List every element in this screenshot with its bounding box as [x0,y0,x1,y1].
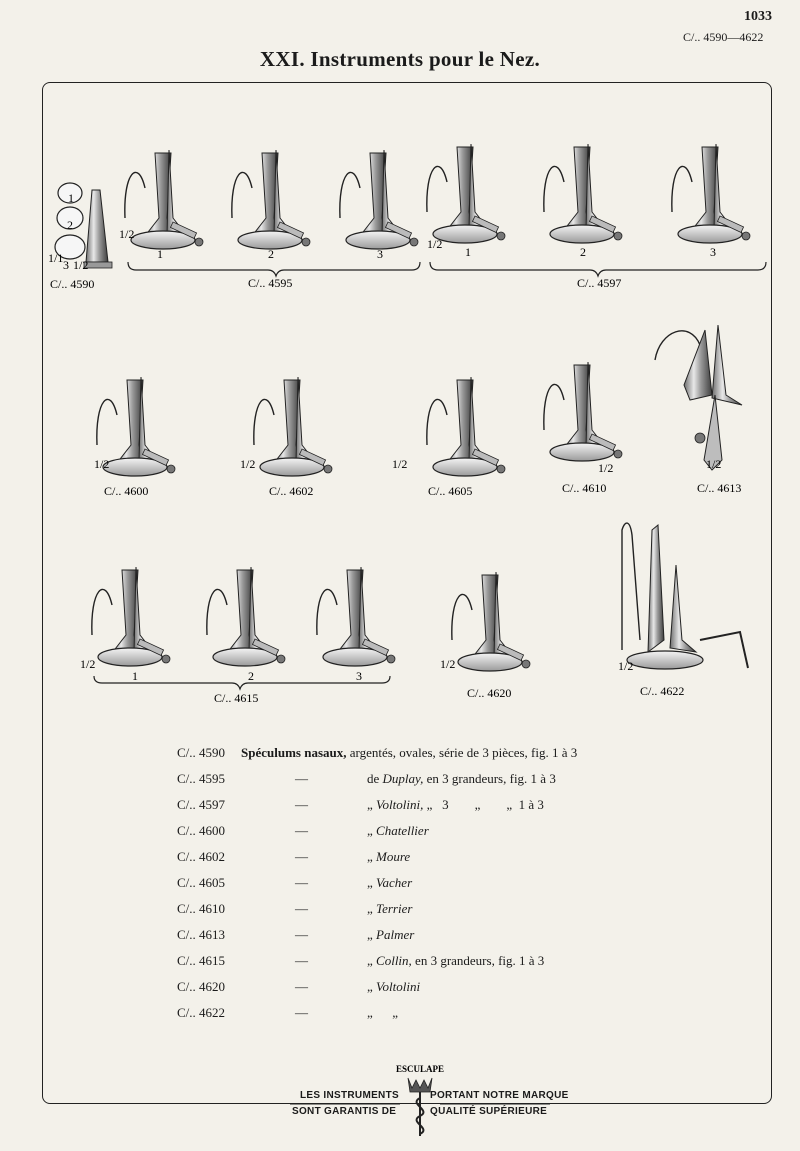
ditto-dash: — [295,953,308,968]
ditto-dash: — [295,1005,308,1020]
speculum-4615-1 [92,567,170,666]
item-description [367,927,414,943]
speculum-4602 [254,377,332,476]
speculum-4615-3 [317,567,395,666]
ditto-dash: — [295,901,308,916]
scale-mark: 1/2 [427,237,443,251]
group-bracket-4615 [94,676,390,689]
code-label-4595: C/.. 4595 [248,276,293,290]
code-label-4615: C/.. 4615 [214,691,259,705]
scale-mark: 1/2 [94,457,110,471]
scale-mark: 1/2 [598,461,614,475]
brand-name: ESCULAPE [395,1064,445,1074]
item-description: „ „ [367,1005,399,1020]
item-description [367,849,410,865]
ditto-dash: — [295,875,308,890]
item-code: C/.. 4615 [177,953,226,968]
size-label-2: 2 [67,218,73,232]
item-description [367,771,556,787]
item-name: Moure [376,849,411,864]
scale-mark: 1/2 [119,227,135,241]
fig-number: 3 [710,245,716,259]
footer-line2-right: QUALITÉ SUPÉRIEURE [430,1106,548,1117]
footer-line1-left: LES INSTRUMENTS [300,1090,399,1101]
ditto-dash: — [295,927,308,942]
crown-icon [408,1078,432,1092]
esculape-emblem [290,1060,550,1145]
item-name: Terrier [376,901,413,916]
footer-line1-right: PORTANT NOTRE MARQUE [430,1090,569,1101]
item-code: C/.. 4602 [177,849,226,864]
item-prefix: „ [367,823,377,838]
item-prefix: „ [367,953,377,968]
scale-mark: 1/2 [440,657,456,671]
page-title: XXI. Instruments pour le Nez. [259,47,541,71]
item-code: C/.. 4590 [177,745,226,760]
scale-mark: 1/2 [706,457,722,471]
item-heading: Spéculums nasaux, [241,745,347,760]
item-detail: argentés, ovales, série de 3 pièces, fig. 1 à 3 [346,745,578,760]
speculum-4595-1 [125,150,203,249]
ditto-dash: — [295,797,308,812]
item-prefix: „ [367,979,377,994]
speculum-4595-3 [340,150,418,249]
speculum-4610 [544,362,622,461]
item-name: Vacher [376,875,413,890]
speculum-4597-1 [427,144,505,243]
speculum-4615-2 [207,567,285,666]
scale-mark: 1/1 [48,251,64,265]
item-description [367,797,544,813]
fig-number: 2 [268,247,274,261]
item-detail: „ 3 „ „ 1 à 3 [423,797,544,812]
item-detail: en 3 grandeurs, fig. 1 à 3 [423,771,556,786]
fig-number: 3 [377,247,383,261]
item-code: C/.. 4622 [177,1005,226,1020]
item-prefix: „ [367,875,377,890]
item-code: C/.. 4610 [177,901,226,916]
item-name: Voltolini [376,979,421,994]
scale-mark: 1/2 [80,657,96,671]
item-prefix: „ [367,901,377,916]
item-description [367,979,420,995]
item-name: Palmer [376,927,415,942]
item-description [367,823,429,839]
fig-number: 1 [157,247,163,261]
ditto-dash: — [295,771,308,786]
item-description [367,875,412,891]
size-label-1: 1 [68,191,74,205]
scale-mark: 1/2 [392,457,408,471]
group-bracket-4595 [128,262,420,276]
fig-number: 2 [248,669,254,683]
code-label-4622: C/.. 4622 [640,684,685,698]
speculum-4597-2 [544,144,622,243]
code-label-4602: C/.. 4602 [269,484,314,498]
code-label-4590: C/.. 4590 [50,277,95,291]
speculum-4597-3 [672,144,750,243]
guarantee-footer [290,1060,569,1145]
ditto-dash: — [295,849,308,864]
code-label-4620: C/.. 4620 [467,686,512,700]
item-code: C/.. 4595 [177,771,226,786]
fig-number: 2 [580,245,586,259]
scale-mark: 1/2 [240,457,256,471]
code-label-4600: C/.. 4600 [104,484,149,498]
figure-4590 [55,183,112,268]
item-name: Voltolini, [376,797,424,812]
item-code: C/.. 4600 [177,823,226,838]
item-description [367,953,544,969]
item-name: Collin, [376,953,412,968]
speculum-4622 [622,523,748,669]
code-label-4610: C/.. 4610 [562,481,607,495]
item-prefix: „ [367,927,377,942]
page-number: 1033 [744,9,772,24]
item-name: Chatellier [376,823,429,838]
item-prefix: „ [367,849,377,864]
item-code: C/.. 4613 [177,927,226,942]
fig-number: 1 [465,245,471,259]
item-description [241,745,577,761]
footer-line2-left: SONT GARANTIS DE [292,1106,397,1117]
item-prefix: „ [367,797,377,812]
code-label-4605: C/.. 4605 [428,484,473,498]
ditto-dash: — [295,979,308,994]
page-range: C/.. 4590—4622 [683,30,764,44]
item-code: C/.. 4620 [177,979,226,994]
item-code: C/.. 4597 [177,797,226,812]
code-label-4597: C/.. 4597 [577,276,622,290]
item-detail: en 3 grandeurs, fig. 1 à 3 [411,953,545,968]
item-name: Duplay, [382,771,424,786]
speculum-4605 [427,377,505,476]
group-bracket-4597 [430,262,766,276]
speculum-4613 [655,325,742,470]
speculum-4595-2 [232,150,310,249]
fig-number: 1 [132,669,138,683]
size-label-3: 3 [63,258,69,272]
scale-mark: 1/2 [73,258,89,272]
scale-mark: 1/2 [618,659,634,673]
item-prefix: de [367,771,383,786]
ditto-dash: — [295,823,308,838]
fig-number: 3 [356,669,362,683]
item-description [367,901,412,917]
speculum-4620 [452,572,530,671]
item-code: C/.. 4605 [177,875,226,890]
code-label-4613: C/.. 4613 [697,481,742,495]
